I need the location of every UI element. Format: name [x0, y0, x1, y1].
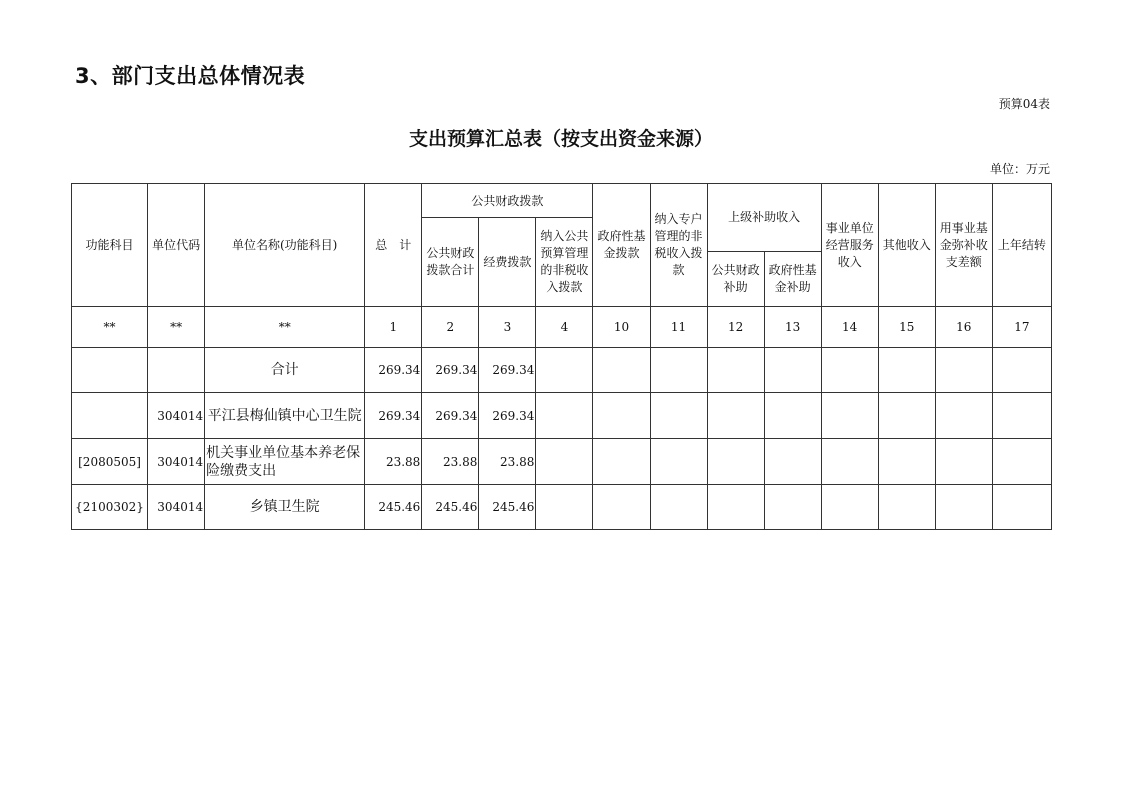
header-total: 总 计 — [365, 184, 422, 307]
funding-alloc-cell: 23.88 — [479, 439, 536, 485]
form-number: 预算04表 — [998, 97, 1050, 111]
unit-code-cell: 304014 — [148, 393, 205, 439]
index-cell: 15 — [878, 307, 935, 348]
public-fiscal-total-cell: 269.34 — [422, 348, 479, 393]
unit-name-cell: 平江县梅仙镇中心卫生院 — [205, 393, 365, 439]
table-row — [72, 393, 1052, 439]
header-func-subject: 功能科目 — [72, 184, 148, 307]
index-cell: 11 — [650, 307, 707, 348]
expenditure-table — [71, 183, 1052, 530]
header-row-1 — [72, 184, 1052, 218]
table-title: 支出预算汇总表（按支出资金来源） — [408, 128, 713, 150]
index-cell: 12 — [707, 307, 764, 348]
func-subject-cell: {2100302} — [72, 485, 148, 530]
unit-label: 单位：万元 — [989, 162, 1050, 176]
total-cell: 269.34 — [365, 348, 422, 393]
total-cell: 269.34 — [365, 393, 422, 439]
func-subject-cell: [2080505] — [72, 439, 148, 485]
table-row — [72, 348, 1052, 393]
header-unit-name: 单位名称(功能科目) — [205, 184, 365, 307]
header-higher-public-fiscal: 公共财政补助 — [707, 252, 764, 307]
header-fund-balance: 用事业基金弥补收支差额 — [935, 184, 992, 307]
funding-alloc-cell: 269.34 — [479, 348, 536, 393]
index-cell: 14 — [821, 307, 878, 348]
header-other-income: 其他收入 — [878, 184, 935, 307]
header-public-fiscal-total: 公共财政拨款合计 — [422, 218, 479, 307]
unit-name-cell: 机关事业单位基本养老保险缴费支出 — [205, 439, 365, 485]
index-cell: ** — [72, 307, 148, 348]
header-business-income: 事业单位经营服务收入 — [821, 184, 878, 307]
table-row — [72, 485, 1052, 530]
unit-name-cell: 合计 — [205, 348, 365, 393]
index-cell: ** — [148, 307, 205, 348]
unit-code-cell: 304014 — [148, 485, 205, 530]
header-gov-fund: 政府性基金拨款 — [593, 184, 650, 307]
index-row — [72, 307, 1052, 348]
index-cell: 13 — [764, 307, 821, 348]
func-subject-cell — [72, 393, 148, 439]
index-cell: 10 — [593, 307, 650, 348]
index-cell: 1 — [365, 307, 422, 348]
index-cell: 4 — [536, 307, 593, 348]
header-unit-code: 单位代码 — [148, 184, 205, 307]
header-carryover: 上年结转 — [992, 184, 1051, 307]
index-cell: ** — [205, 307, 365, 348]
header-special-nontax: 纳入专户管理的非税收入拨款 — [650, 184, 707, 307]
funding-alloc-cell: 245.46 — [479, 485, 536, 530]
unit-code-cell: 304014 — [148, 439, 205, 485]
public-fiscal-total-cell: 269.34 — [422, 393, 479, 439]
unit-name-cell: 乡镇卫生院 — [205, 485, 365, 530]
index-cell: 2 — [422, 307, 479, 348]
public-fiscal-total-cell: 245.46 — [422, 485, 479, 530]
header-higher-gov-fund: 政府性基金补助 — [764, 252, 821, 307]
header-nontax-in-budget: 纳入公共预算管理的非税收入拨款 — [536, 218, 593, 307]
header-public-fiscal: 公共财政拨款 — [422, 184, 593, 218]
header-higher-subsidy: 上级补助收入 — [707, 184, 821, 252]
unit-code-cell — [148, 348, 205, 393]
table-row — [72, 439, 1052, 485]
header-funding-alloc: 经费拨款 — [479, 218, 536, 307]
total-cell: 245.46 — [365, 485, 422, 530]
section-title: 3、部门支出总体情况表 — [75, 64, 306, 88]
index-cell: 3 — [479, 307, 536, 348]
funding-alloc-cell: 269.34 — [479, 393, 536, 439]
total-cell: 23.88 — [365, 439, 422, 485]
index-cell: 17 — [992, 307, 1051, 348]
func-subject-cell — [72, 348, 148, 393]
public-fiscal-total-cell: 23.88 — [422, 439, 479, 485]
index-cell: 16 — [935, 307, 992, 348]
